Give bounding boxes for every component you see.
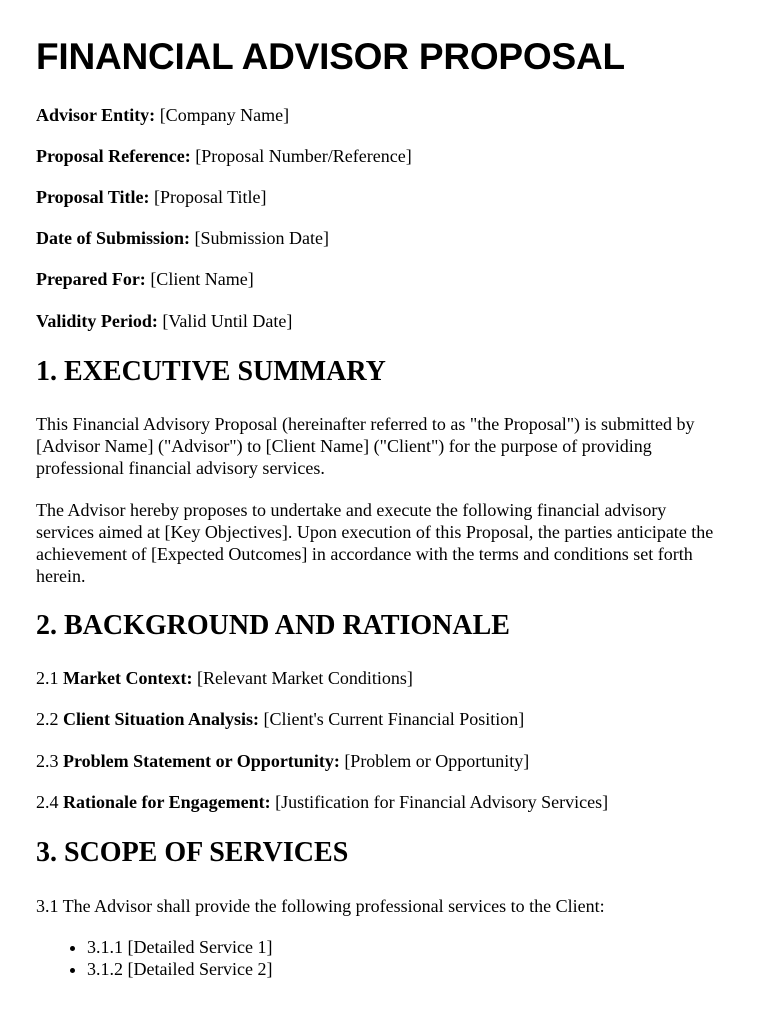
list-item: • 3.1.1 [Detailed Service 1] bbox=[87, 936, 272, 958]
meta-label: Prepared For: bbox=[36, 269, 146, 289]
document-title: FINANCIAL ADVISOR PROPOSAL bbox=[36, 36, 625, 77]
document-page bbox=[36, 0, 736, 979]
meta-value: [Proposal Title] bbox=[149, 187, 267, 207]
meta-proposal-reference bbox=[36, 145, 412, 167]
item-number: 2.3 bbox=[36, 751, 63, 771]
section-heading-background-rationale: 2. BACKGROUND AND RATIONALE bbox=[36, 610, 510, 641]
item-number: 2.1 bbox=[36, 668, 63, 688]
item-value: [Problem or Opportunity] bbox=[339, 751, 530, 771]
meta-proposal-title bbox=[36, 186, 267, 208]
item-number: 2.2 bbox=[36, 709, 63, 729]
meta-label: Proposal Reference: bbox=[36, 146, 191, 166]
item-value: [Relevant Market Conditions] bbox=[192, 668, 413, 688]
item-number: 2.4 bbox=[36, 792, 63, 812]
meta-value: [Company Name] bbox=[155, 105, 290, 125]
section-heading-executive-summary: 1. EXECUTIVE SUMMARY bbox=[36, 356, 386, 387]
meta-prepared-for bbox=[36, 268, 254, 290]
meta-value: [Proposal Number/Reference] bbox=[190, 146, 412, 166]
meta-validity-period bbox=[36, 310, 292, 332]
item-label: Market Context: bbox=[63, 668, 193, 688]
item-value: [Justification for Financial Advisory Services] bbox=[270, 792, 609, 812]
meta-value: [Client Name] bbox=[145, 269, 254, 289]
scope-intro: 3.1 The Advisor shall provide the following professional services to the Client: bbox=[36, 896, 605, 916]
list-item: • 3.1.2 [Detailed Service 2] bbox=[87, 958, 272, 980]
executive-summary-paragraph-2: The Advisor hereby proposes to undertake and execute the following financial advisory services aimed at [Key Objectives]. Upon execution of this Proposal, the parties anticipate the achievement of [Expected Outcomes] in accordance with the terms and conditions set forth herein. bbox=[36, 500, 714, 586]
meta-label: Proposal Title: bbox=[36, 187, 150, 207]
meta-value: [Valid Until Date] bbox=[157, 311, 293, 331]
meta-label: Validity Period: bbox=[36, 311, 158, 331]
meta-label: Advisor Entity: bbox=[36, 105, 156, 125]
background-item-market-context bbox=[36, 667, 726, 689]
background-item-problem-statement bbox=[36, 750, 726, 772]
item-label: Client Situation Analysis: bbox=[63, 709, 260, 729]
meta-value: [Submission Date] bbox=[190, 228, 330, 248]
background-item-client-situation bbox=[36, 708, 726, 730]
meta-advisor-entity bbox=[36, 104, 289, 126]
meta-label: Date of Submission: bbox=[36, 228, 191, 248]
executive-summary-paragraph-1: This Financial Advisory Proposal (hereinafter referred to as "the Proposal") is submitted by [Advisor Name] ("Advisor") to [Client Name] ("Client") for the purpose of providing professional financial advisory services. bbox=[36, 414, 695, 478]
section-heading-scope-of-services: 3. SCOPE OF SERVICES bbox=[36, 837, 349, 868]
item-value: [Client's Current Financial Position] bbox=[259, 709, 525, 729]
background-item-rationale bbox=[36, 791, 726, 813]
item-label: Problem Statement or Opportunity: bbox=[63, 751, 340, 771]
item-label: Rationale for Engagement: bbox=[63, 792, 271, 812]
meta-date-of-submission bbox=[36, 227, 329, 249]
scope-service-list bbox=[36, 936, 272, 980]
